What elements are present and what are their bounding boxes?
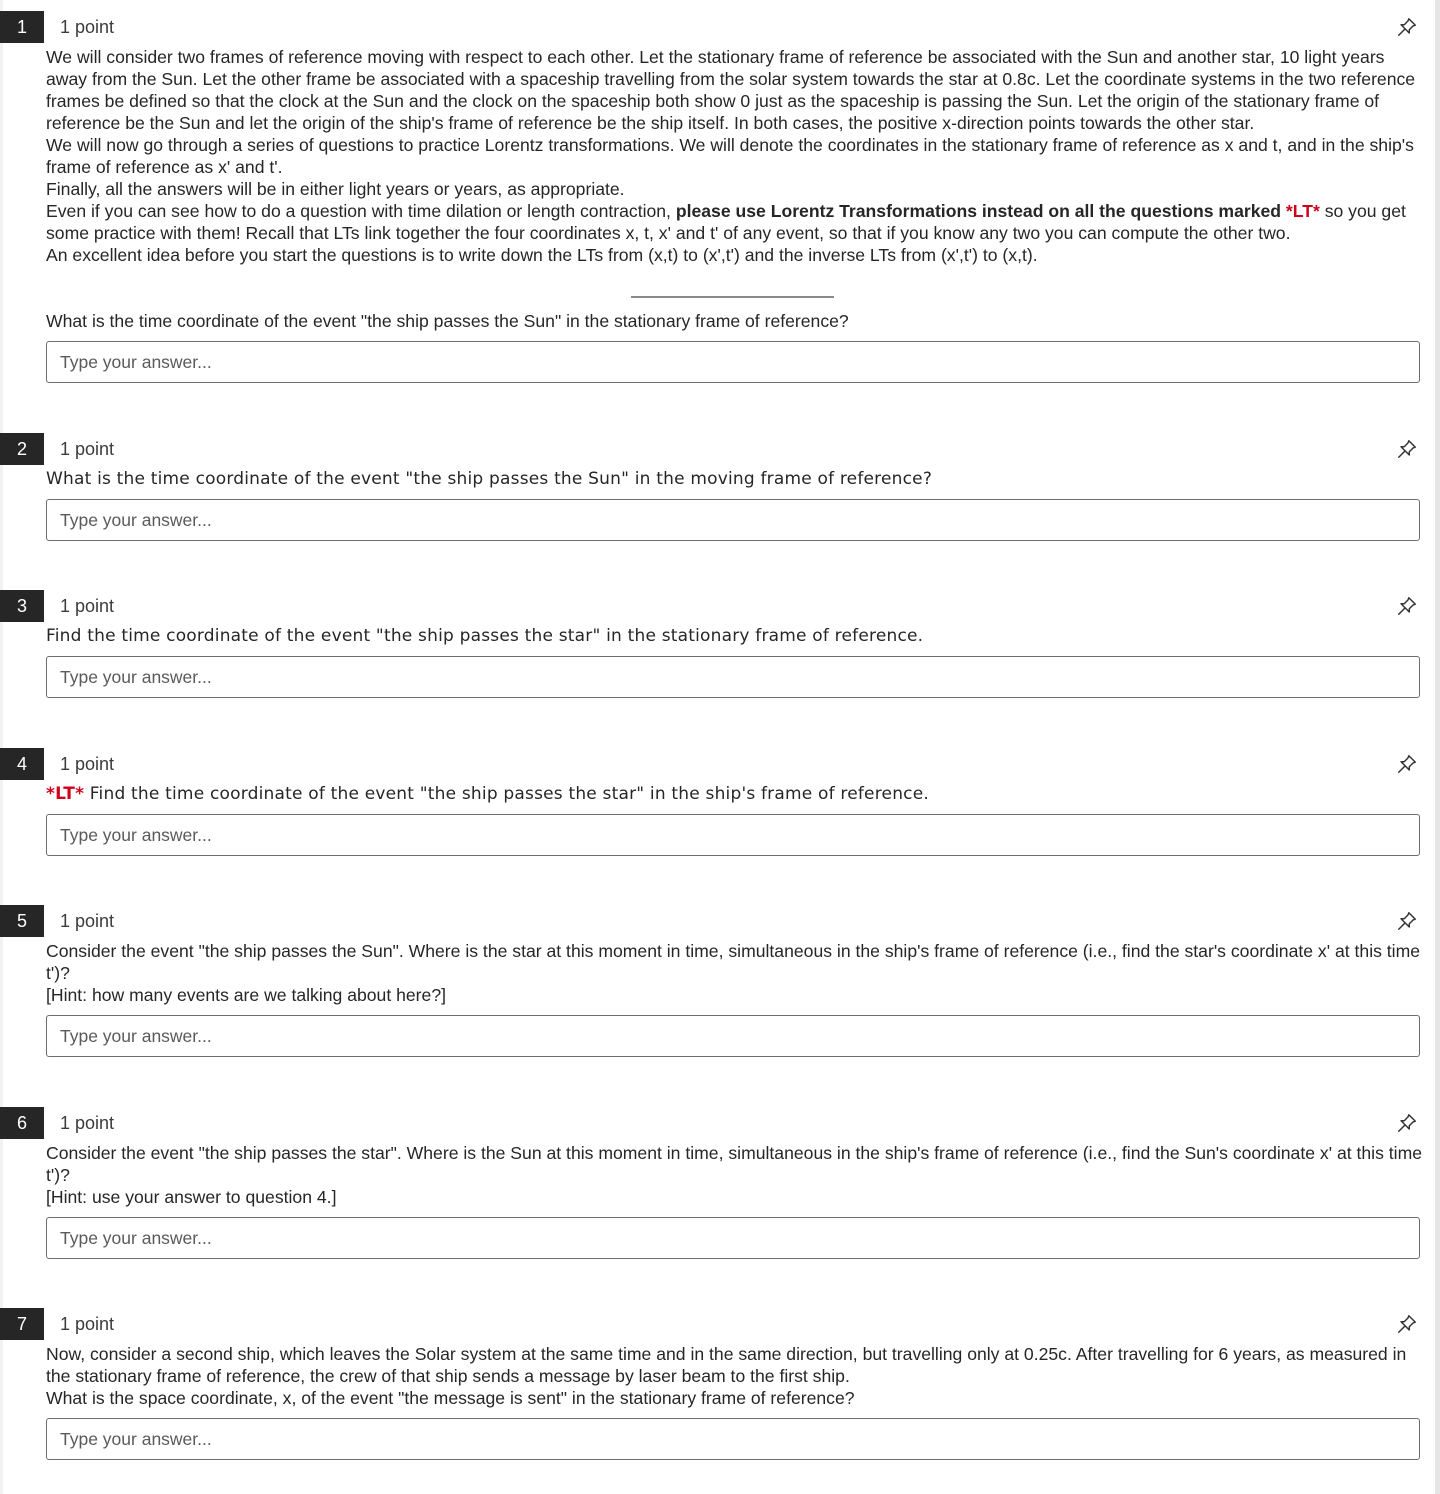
question-number: 2 [0,433,44,465]
pin-icon[interactable] [1396,910,1418,932]
question-points: 1 point [60,17,115,37]
pin-icon[interactable] [1396,16,1418,38]
answer-input-3[interactable] [46,656,1420,698]
lt-tag: *LT* [1285,201,1320,221]
question-points: 1 point [60,911,115,931]
question-number: 4 [0,748,44,780]
question-5-prompt: Consider the event "the ship passes the Sun". Where is the star at this moment in time, simultaneous in the ship's frame of reference (i.e., find the star's coordinate x' at this time t')? [Hint: how many events are we talking about here?] [46,941,1421,1005]
intro-paragraph: Finally, all the answers will be in either light years or years, as appropriate. [46,179,625,199]
question-1-text [46,46,1422,266]
question-number: 6 [0,1107,44,1139]
question-number: 3 [0,590,44,622]
question-2-prompt: What is the time coordinate of the event "the ship passes the Sun" in the moving frame of reference? [46,469,933,489]
scrollbar-track[interactable] [1435,0,1440,1494]
question-number: 1 [0,11,44,43]
answer-input-4[interactable] [46,814,1420,856]
pin-icon[interactable] [1396,753,1418,775]
divider [631,296,834,298]
intro-paragraph: An excellent idea before you start the questions is to write down the LTs from (x,t) to (x',t') and the inverse LTs from (x',t') to (x,t). [46,245,1038,265]
answer-input-1[interactable] [46,341,1420,383]
intro-paragraph: We will consider two frames of reference moving with respect to each other. Let the stationary frame of reference be associated with the Sun and another star, 10 light years away from the Sun. Let the other frame be associated with a spaceship travelling from the solar system towards the star at 0.8c. Let the coordinate systems in the two reference frames be defined so that the clock at the Sun and the clock on the spaceship both show 0 just as the spaceship is passing the Sun. Let the origin of the stationary frame of reference be the Sun and let the origin of the ship's frame of reference be the ship itself. In both cases, the positive x-direction points towards the other star. [46,47,1416,133]
question-number: 5 [0,905,44,937]
pin-icon[interactable] [1396,595,1418,617]
question-points: 1 point [60,439,115,459]
pin-icon[interactable] [1396,1313,1418,1335]
pin-icon[interactable] [1396,438,1418,460]
intro-paragraph: We will now go through a series of questions to practice Lorentz transformations. We will denote the coordinates in the stationary frame of reference as x and t, and in the ship's frame of reference as x' and t'. [46,135,1414,177]
question-points: 1 point [60,754,115,774]
question-7-prompt: Now, consider a second ship, which leaves the Solar system at the same time and in the same direction, but travelling only at 0.25c. After travelling for 6 years, as measured in the stationary frame of reference, the crew of that ship sends a message by laser beam to the first ship. What is the space coordinate, x, of the event "the message is sent" in the stationary frame of reference? [46,1344,1407,1408]
question-6-prompt: Consider the event "the ship passes the star". Where is the Sun at this moment in time, simultaneous in the ship's frame of reference (i.e., find the Sun's coordinate x' at this time t')? [Hint: use your answer to question 4.] [46,1143,1423,1207]
question-4-prompt: *LT* Find the time coordinate of the event "the ship passes the star" in the ship's frame of reference. [46,784,929,804]
hint-text: [Hint: use your answer to question 4.] [46,1187,337,1207]
lt-instruction: Even if you can see how to do a question with time dilation or length contraction, please use Lorentz Transformations instead on all the questions marked *LT* so you get some practice with them! Recall that LTs link together the four coordinates x, t, x' and t' of any event, so that if you know any two you can compute the other two. [46,201,1406,243]
question-points: 1 point [60,1314,115,1334]
lt-tag: *LT* [46,784,85,804]
question-points: 1 point [60,596,115,616]
answer-input-5[interactable] [46,1015,1420,1057]
answer-input-7[interactable] [46,1418,1420,1460]
answer-input-2[interactable] [46,499,1420,541]
pin-icon[interactable] [1396,1112,1418,1134]
question-3-prompt: Find the time coordinate of the event "the ship passes the star" in the stationary frame of reference. [46,626,924,646]
answer-input-6[interactable] [46,1217,1420,1259]
hint-text: [Hint: how many events are we talking about here?] [46,985,446,1005]
question-points: 1 point [60,1113,115,1133]
question-number: 7 [0,1308,44,1340]
left-rail [0,0,3,1494]
question-1-prompt: What is the time coordinate of the event "the ship passes the Sun" in the stationary frame of reference? [46,311,849,331]
